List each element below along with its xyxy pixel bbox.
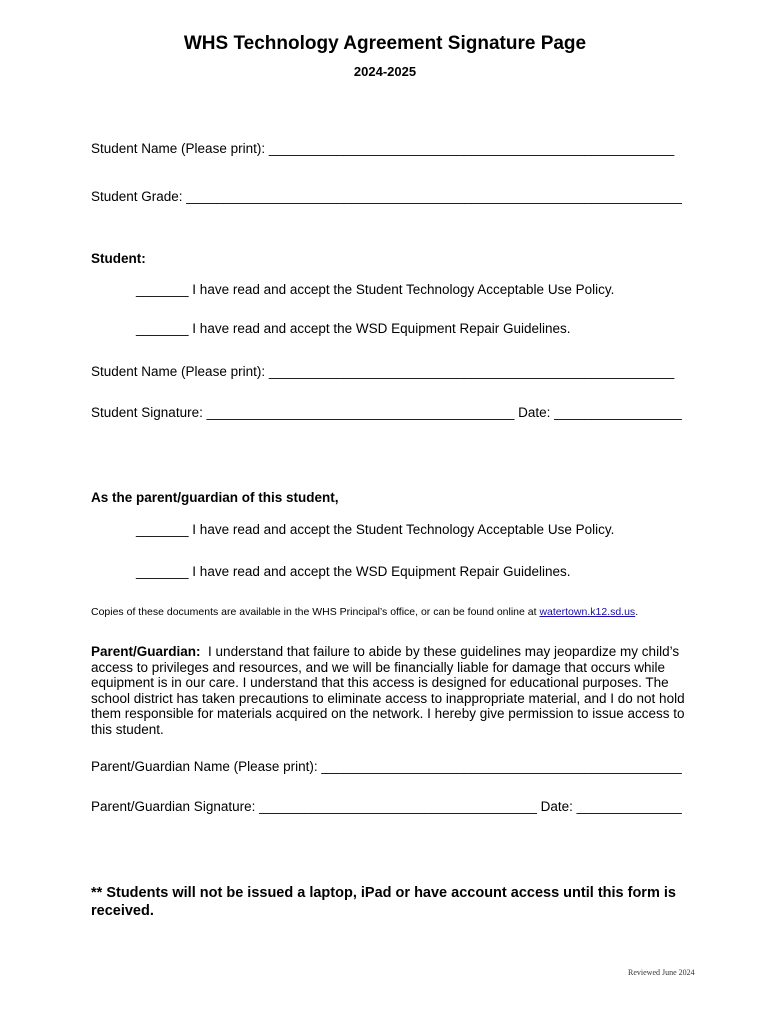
parent-aup-checkline[interactable]: _______ I have read and accept the Student Technology Acceptable Use Policy. — [136, 522, 615, 537]
agreement-text: I understand that failure to abide by these guidelines may jeopardize my child’s access to privileges and resources, and we will be financially liable for damage that occurs while equipment is in our care. I understand that this access is designed for educational purposes. The school district has taken precautions to eliminate access to inappropriate material, and I do not hold them responsible for materials acquired on the network. I hereby give permission to issue access to this student. — [91, 644, 685, 737]
copies-note-period: . — [635, 606, 639, 618]
parent-section-heading: As the parent/guardian of this student, — [91, 490, 339, 505]
student-name-print-field[interactable]: Student Name (Please print): ______________________________________________________ — [91, 364, 675, 379]
agreement-paragraph — [91, 644, 703, 737]
laptop-notice: ** Students will not be issued a laptop, iPad or have account access until this form is received. — [91, 885, 676, 919]
student-signature-field[interactable]: Student Signature: _________________________________________ Date: _________________ — [91, 405, 682, 420]
student-name-field[interactable]: Student Name (Please print): ______________________________________________________ — [91, 141, 675, 156]
school-year: 2024-2025 — [353, 64, 417, 79]
student-repair-checkline[interactable]: _______ I have read and accept the WSD Equipment Repair Guidelines. — [136, 321, 571, 336]
parent-repair-checkline[interactable]: _______ I have read and accept the WSD Equipment Repair Guidelines. — [136, 564, 571, 579]
district-website-link[interactable]: watertown.k12.sd.us — [539, 606, 636, 618]
copies-note — [91, 606, 638, 618]
review-date: Reviewed June 2024 — [628, 968, 695, 977]
copies-note-text: Copies of these documents are available in the WHS Principal’s office, or can be found online at — [91, 606, 537, 618]
student-aup-checkline[interactable]: _______ I have read and accept the Student Technology Acceptable Use Policy. — [136, 282, 615, 297]
student-grade-field[interactable]: Student Grade: __________________________________________________________________ — [91, 189, 682, 204]
parent-name-field[interactable]: Parent/Guardian Name (Please print): ________________________________________________ — [91, 759, 682, 774]
student-section-heading: Student: — [91, 251, 146, 266]
agreement-label: Parent/Guardian: — [91, 644, 201, 659]
page-title: WHS Technology Agreement Signature Page — [183, 33, 587, 54]
parent-signature-field[interactable]: Parent/Guardian Signature: _____________________________________ Date: ______________ — [91, 799, 682, 814]
